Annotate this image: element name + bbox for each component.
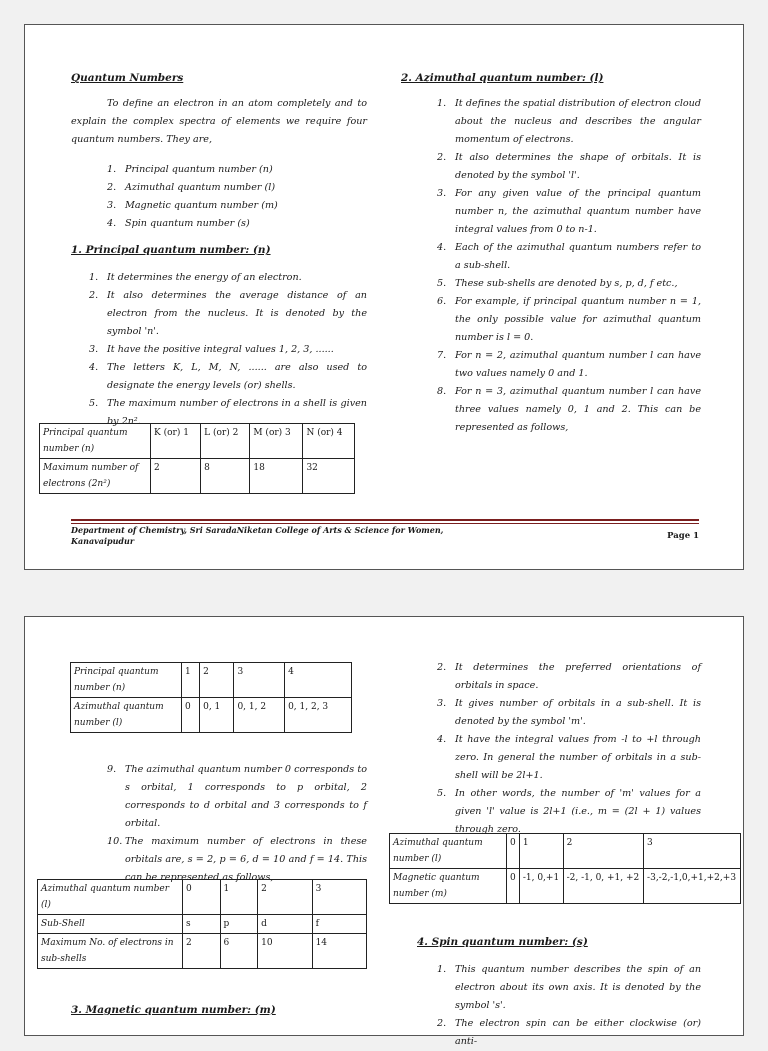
list-number: 2. xyxy=(89,290,99,301)
list-number: 1. xyxy=(107,164,117,175)
list-item xyxy=(437,695,701,731)
list-item xyxy=(107,179,365,197)
list-number: 9. xyxy=(107,764,117,775)
table-cell: 0, 1, 2 xyxy=(234,698,285,733)
list-number: 3. xyxy=(107,200,117,211)
list-text: The azimuthal quantum number 0 corresponds to s orbital, 1 corresponds to p orbital, 2 corresponds to d orbital and 3 corresponds to f orbital. xyxy=(125,764,367,829)
table-cell: 2 xyxy=(183,934,221,969)
list-item xyxy=(107,761,367,833)
list-number: 8. xyxy=(437,386,447,397)
list-item xyxy=(89,269,367,287)
table-cell: s xyxy=(183,915,221,934)
list-text: It determines the preferred orientations of orbitals in space. xyxy=(455,662,701,691)
spin-points-list xyxy=(437,961,701,1051)
table-cell: 0, 1, 2, 3 xyxy=(285,698,352,733)
table-cell: 1 xyxy=(220,880,258,915)
magnetic-points-list xyxy=(437,659,701,839)
footer-rule xyxy=(71,519,699,521)
table-cell: 0 xyxy=(507,834,520,869)
table-cell: Azimuthal quantum number (l) xyxy=(38,880,183,915)
list-text: It determines the energy of an electron. xyxy=(107,272,302,283)
table-cell: Azimuthal quantum number (l) xyxy=(71,698,182,733)
page-footer xyxy=(71,525,699,547)
list-text: These sub-shells are denoted by s, p, d, f etc., xyxy=(455,278,678,289)
section-title-quantum-numbers: Quantum Numbers xyxy=(71,72,184,84)
list-item xyxy=(437,785,701,839)
list-number: 4. xyxy=(89,362,99,373)
table-cell: 1 xyxy=(519,834,563,869)
list-item xyxy=(437,347,701,383)
list-text: Azimuthal quantum number (l) xyxy=(125,182,276,193)
list-text: This quantum number describes the spin of an electron about its own axis. It is denoted by the symbol 's'. xyxy=(455,964,701,1011)
table-cell: Magnetic quantum number (m) xyxy=(390,869,507,904)
list-text: In other words, the number of 'm' values for a given 'l' value is 2l+1 (i.e., m = (2l + 1) values through zero. xyxy=(455,788,701,835)
table-cell: 2 xyxy=(200,663,234,698)
shell-electron-table xyxy=(39,423,355,494)
list-number: 4. xyxy=(437,242,447,253)
list-number: 2. xyxy=(107,182,117,193)
table-cell: 14 xyxy=(312,934,366,969)
quantum-number-list xyxy=(107,161,365,233)
table-row xyxy=(38,934,367,969)
table-row xyxy=(38,880,367,915)
list-number: 1. xyxy=(437,98,447,109)
list-item xyxy=(107,197,365,215)
l-m-table xyxy=(389,833,741,904)
table-row xyxy=(40,424,355,459)
list-text: It also determines the average distance of an electron from the nucleus. It is denoted by the symbol 'n'. xyxy=(107,290,367,337)
list-item xyxy=(437,149,701,185)
list-item xyxy=(437,1015,701,1051)
list-number: 3. xyxy=(89,344,99,355)
list-text: The maximum number of electrons in a shell is given by 2n². xyxy=(107,398,367,427)
table-cell: M (or) 3 xyxy=(250,424,303,459)
list-item xyxy=(437,275,701,293)
page-number: Page 1 xyxy=(667,531,699,541)
table-row xyxy=(71,663,352,698)
list-number: 5. xyxy=(437,788,447,799)
principal-heading: 1. Principal quantum number: (n) xyxy=(71,244,271,256)
list-text: The maximum number of electrons in these orbitals are, s = 2, p = 6, d = 10 and f = 14. This can be represented as follows, xyxy=(125,836,367,883)
list-item xyxy=(107,161,365,179)
table-cell: 3 xyxy=(234,663,285,698)
list-text: It defines the spatial distribution of electron cloud about the nucleus and describes the angular momentum of electrons. xyxy=(455,98,701,145)
table-row xyxy=(390,869,741,904)
table-cell: K (or) 1 xyxy=(151,424,201,459)
table-cell: 3 xyxy=(312,880,366,915)
list-text: The letters K, L, M, N, ...... are also used to designate the energy levels (or) shells. xyxy=(107,362,367,391)
azimuthal-heading: 2. Azimuthal quantum number: (l) xyxy=(401,72,604,84)
table-cell: L (or) 2 xyxy=(201,424,250,459)
table-cell: 8 xyxy=(201,459,250,494)
azimuthal-points-list xyxy=(437,95,701,437)
list-number: 3. xyxy=(437,698,447,709)
document-page-2 xyxy=(24,616,744,1047)
magnetic-heading: 3. Magnetic quantum number: (m) xyxy=(71,1004,276,1016)
list-text: It have the positive integral values 1, 2, 3, ...... xyxy=(107,344,334,355)
table-cell: Maximum number of electrons (2n²) xyxy=(40,459,151,494)
table-cell: Principal quantum number (n) xyxy=(71,663,182,698)
list-text: For example, if principal quantum number n = 1, the only possible value for azimuthal quantum number is l = 0. xyxy=(455,296,701,343)
table-cell: 0 xyxy=(182,698,200,733)
footer-department: Department of Chemistry, Sri SaradaNiketan College of Arts & Science for Women, Kanavaipudur xyxy=(71,525,444,546)
list-item xyxy=(89,359,367,395)
table-row xyxy=(38,915,367,934)
table-cell: f xyxy=(312,915,366,934)
table-cell: Sub-Shell xyxy=(38,915,183,934)
table-cell: N (or) 4 xyxy=(303,424,355,459)
table-cell: 2 xyxy=(563,834,643,869)
table-cell: 4 xyxy=(285,663,352,698)
list-number: 2. xyxy=(437,1018,447,1029)
list-text: For any given value of the principal quantum number n, the azimuthal quantum number have integral values from 0 to n-1. xyxy=(455,188,701,235)
table-cell: 2 xyxy=(151,459,201,494)
orbital-points-list xyxy=(107,761,367,887)
list-number: 4. xyxy=(437,734,447,745)
list-text: Magnetic quantum number (m) xyxy=(125,200,278,211)
list-item xyxy=(437,95,701,149)
table-cell: -2, -1, 0, +1, +2 xyxy=(563,869,643,904)
subshell-table xyxy=(37,879,367,969)
intro-paragraph: To define an electron in an atom completely and to explain the complex spectra of elements we require four quantum numbers. They are, xyxy=(71,98,367,145)
table-cell: d xyxy=(258,915,312,934)
list-number: 5. xyxy=(437,278,447,289)
list-item xyxy=(437,659,701,695)
list-number: 1. xyxy=(437,964,447,975)
table-cell: Maximum No. of electrons in sub-shells xyxy=(38,934,183,969)
list-text: Each of the azimuthal quantum numbers refer to a sub-shell. xyxy=(455,242,701,271)
list-number: 10. xyxy=(107,836,123,847)
list-text: The electron spin can be either clockwise (or) anti- xyxy=(455,1018,701,1047)
list-text: It have the integral values from -l to +l through zero. In general the number of orbitals in a sub-shell will be 2l+1. xyxy=(455,734,701,781)
list-number: 4. xyxy=(107,218,117,229)
table-cell: -1, 0,+1 xyxy=(519,869,563,904)
list-text: It also determines the shape of orbitals. It is denoted by the symbol 'l'. xyxy=(455,152,701,181)
table-row xyxy=(71,698,352,733)
table-cell: p xyxy=(220,915,258,934)
list-text: It gives number of orbitals in a sub-shell. It is denoted by the symbol 'm'. xyxy=(455,698,701,727)
list-item xyxy=(437,293,701,347)
list-text: Principal quantum number (n) xyxy=(125,164,273,175)
table-cell: -3,-2,-1,0,+1,+2,+3 xyxy=(644,869,741,904)
list-item xyxy=(89,341,367,359)
list-item xyxy=(437,185,701,239)
list-text: For n = 3, azimuthal quantum number l can have three values namely 0, 1 and 2. This can be represented as follows, xyxy=(455,386,701,433)
spin-heading: 4. Spin quantum number: (s) xyxy=(417,936,588,948)
table-cell: 1 xyxy=(182,663,200,698)
table-cell: 18 xyxy=(250,459,303,494)
table-cell: 3 xyxy=(644,834,741,869)
table-row xyxy=(390,834,741,869)
table-row xyxy=(40,459,355,494)
list-item xyxy=(89,287,367,341)
footer-rule-thin xyxy=(71,523,699,524)
list-item xyxy=(437,383,701,437)
table-cell: Principal quantum number (n) xyxy=(40,424,151,459)
list-number: 5. xyxy=(89,398,99,409)
list-text: Spin quantum number (s) xyxy=(125,218,250,229)
list-item xyxy=(437,239,701,275)
table-cell: 2 xyxy=(258,880,312,915)
table-cell: 32 xyxy=(303,459,355,494)
list-number: 1. xyxy=(89,272,99,283)
list-number: 2. xyxy=(437,662,447,673)
table-cell: Azimuthal quantum number (l) xyxy=(390,834,507,869)
table-cell: 0 xyxy=(183,880,221,915)
document-page-1 xyxy=(24,24,744,570)
principal-points-list xyxy=(89,269,367,431)
table-cell: 0 xyxy=(507,869,520,904)
table-cell: 6 xyxy=(220,934,258,969)
list-text: For n = 2, azimuthal quantum number l can have two values namely 0 and 1. xyxy=(455,350,701,379)
list-number: 6. xyxy=(437,296,447,307)
list-item xyxy=(437,731,701,785)
list-number: 2. xyxy=(437,152,447,163)
table-cell: 0, 1 xyxy=(200,698,234,733)
list-item xyxy=(437,961,701,1015)
list-number: 3. xyxy=(437,188,447,199)
list-item xyxy=(107,215,365,233)
n-l-table xyxy=(70,662,352,733)
list-number: 7. xyxy=(437,350,447,361)
table-cell: 10 xyxy=(258,934,312,969)
